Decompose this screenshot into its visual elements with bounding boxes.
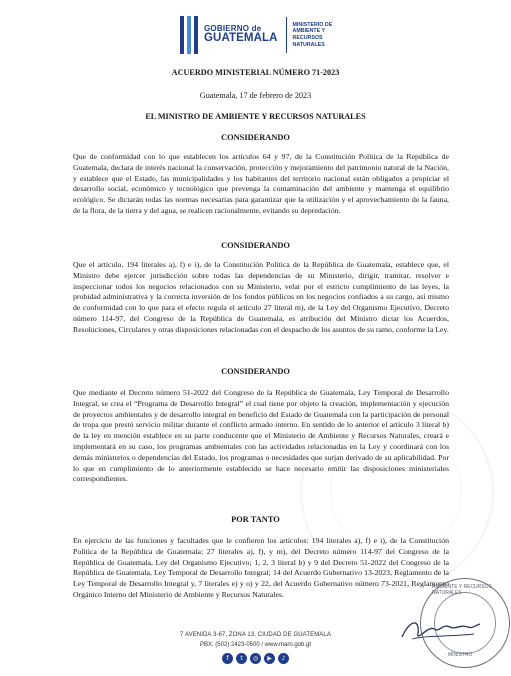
- section-paragraph: Que el artículo, 194 literales a), f) e i), de la Constitución Política de la República de Guatemala, establece que, el Ministro debe ejercer jurisdicción sobre todas las dependencias de su Ministerio, dirigir, tramitar, resolver e inspeccionar todos los negocios relacionados con su Ministerio, velar por el estricto cumplimiento de las leyes, la probidad administrativa y la correcta inversión de los fondos públicos en los negocios confiados a su cargo, así mismo de conformidad con lo que para el efecto regula el artículo 27 literal m), de la Ley del Organismo Ejecutivo, Decreto número 114-97, del Congreso de la República de Guatemala, es atribución del Ministro dictar los Acuerdos, Resoluciones, Circulares y otras disposiciones relacionadas con el despacho de los asuntos de su ramo, conforme la Ley.: [73, 260, 449, 334]
- section-heading: POR TANTO: [231, 515, 280, 524]
- header-logo: [180, 14, 332, 56]
- section-paragraph: Que mediante el Decreto número 51-2022 del Congreso de la República de Guatemala, Ley Temporal de Desarrollo Integral, se crea el “Programa de Desarrollo Integral” el cual tiene por objeto la creación, implementación y ejecución de proyectos ambientales y de desarrollo integral en beneficio del Estado de Guatemala con la participación de personal de tropa que prestó servicio militar durante el conflicto armado interno. En sentido de lo anterior el artículo 3 literal b) de la ley en mención establece en su parte conducente que el Ministerio de Ambiente y Recursos Naturales, creará e implementará en su caso, los programas ambientales con las actividades relacionadas en la Ley y coordinará con los demás ministerios o dependencias del Estado, los programas o necesidades que surjan derivado de su aplicabilidad. Por lo que en cumplimiento de lo anteriormente establecido se hace necesario emitir las disposiciones ministeriales correspondientes.: [73, 388, 449, 484]
- section-heading: CONSIDERANDO: [221, 241, 290, 250]
- section-heading: CONSIDERANDO: [221, 133, 290, 142]
- document-issuer: EL MINISTRO DE AMBIENTE Y RECURSOS NATURALES: [145, 112, 366, 121]
- document-title: ACUERDO MINISTERIAL NÚMERO 71-2023: [171, 68, 340, 77]
- section-heading: CONSIDERANDO: [221, 367, 290, 376]
- ministry-line: AMBIENTE Y: [292, 28, 326, 35]
- instagram-icon[interactable]: ◎: [250, 653, 261, 664]
- ministry-line: NATURALES: [292, 41, 325, 48]
- logo-line1: GOBIERNO de: [204, 24, 262, 34]
- footer-address: 7 AVENIDA 3-67, ZONA 13, CIUDAD DE GUATEMALA: [180, 632, 331, 638]
- signature: [398, 615, 482, 645]
- stamp-text-bottom: MINISTRO: [448, 652, 473, 658]
- logo-line2: GUATEMALA: [204, 32, 278, 45]
- logo-divider: [286, 17, 287, 53]
- ministry-name: [293, 22, 333, 48]
- flag-bars-icon: [180, 16, 198, 54]
- document-date: Guatemala, 17 de febrero de 2023: [199, 91, 312, 100]
- section-paragraph: Que de conformidad con lo que establecen los artículos 64 y 97, de la Constitución Política de la República de Guatemala, declara de interés nacional la conservación, protección y mejoramiento del patrimonio natural de la Nación, y establece que el Estado, las municipalidades y los habitantes del territorio nacional están obligados a propiciar el desarrollo social, económico y tecnológico que prevenga la contaminación del ambiente y mantenga el equilibrio ecológico. Se dictarán todas las normas necesarias para garantizar que la utilización y el aprovechamiento de la fauna, de la flora, de la tierra y del agua, se realicen racionalmente, evitando su depredación.: [73, 152, 449, 215]
- tiktok-icon[interactable]: ♪: [278, 653, 289, 664]
- government-logo-text: [204, 25, 278, 45]
- stamp-text-top: AMBIENTE Y RECURSOS NATURALES: [432, 584, 492, 596]
- footer-contact: PBX: (502) 2423-0500 / www.marn.gob.gt: [199, 642, 312, 648]
- social-icons: [222, 653, 289, 664]
- ministry-line: MINISTERIO DE: [292, 21, 333, 28]
- section-paragraph: En ejercicio de las funciones y facultades que le confieren los artículos: 194 literales a), f) e i), de la Constitución Política de la República de Guatemala; 27 literales a), f), y m), del Decreto número 114-97 del Congreso de la República de Guatemala, Ley del Organismo Ejecutivo; 1, 2, 3 literal b) y 9 del Decreto 51-2022 del Congreso de la República de Guatemala, Ley Temporal de Desarrollo Integral; 14 del Acuerdo Gubernativo 13-2023, Reglamento de la Ley Temporal de Desarrollo Integral y, 7 literales e) y o) y 22, del Acuerdo Gubernativo número 73-2021, Reglamento Orgánico Interno del Ministerio de Ambiente y Recursos Naturales.: [73, 536, 449, 599]
- twitter-icon[interactable]: t: [236, 653, 247, 664]
- ministry-line: RECURSOS: [292, 35, 323, 41]
- youtube-icon[interactable]: ▶: [264, 653, 275, 664]
- facebook-icon[interactable]: f: [222, 653, 233, 664]
